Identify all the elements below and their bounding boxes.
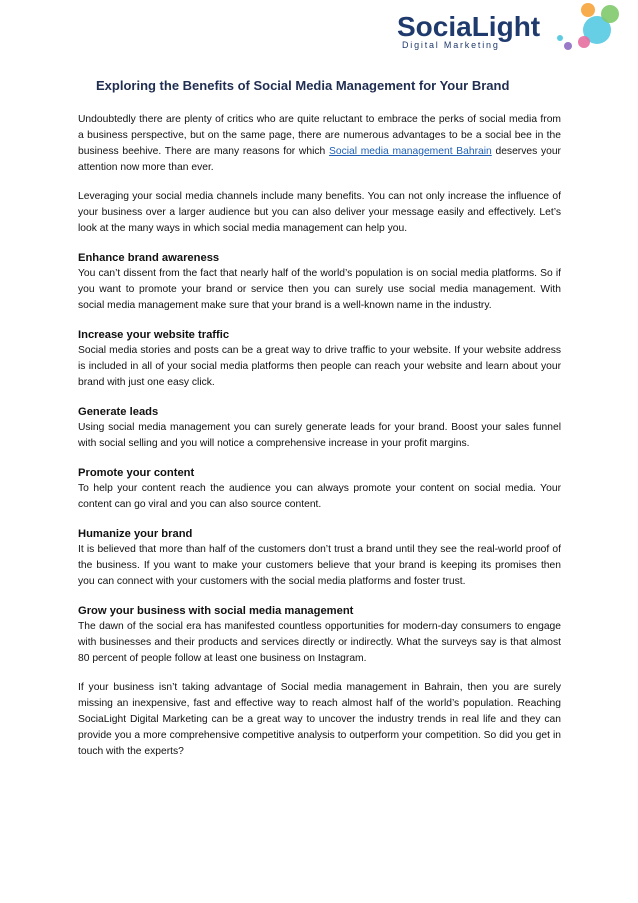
logo-bubble-green <box>601 5 619 23</box>
intro-text-before: Undoubtedly there are plenty of critics who are quite reluctant to embrace the perks of social media from a business perspective, but on the same page, there are numerous advantages to be a social bee in the business beehive. There are many reasons for which <box>78 114 561 157</box>
closing-paragraph: If your business isn’t taking advantage of Social media management in Bahrain, then you are surely missing an inexpensive, fast and effective way to reach almost half of the world’s population. Reaching SociaLight Digital Marketing can be a great way to uncover the industry trends in real life and they can provide you a more comprehensive competitive analysis to outperform your competition. So did you get in touch with the experts? <box>78 682 561 757</box>
section-heading: Increase your website traffic <box>78 329 230 341</box>
section-heading: Humanize your brand <box>78 528 193 540</box>
logo-bubble-pink <box>578 36 590 48</box>
section-heading: Promote your content <box>78 467 195 479</box>
intro-text-after: deserves your attention now more than ever. <box>78 146 561 173</box>
section-brand-awareness <box>78 250 561 314</box>
logo-bubble-orange <box>581 3 595 17</box>
social-media-management-link[interactable]: Social media management Bahrain <box>328 146 492 157</box>
document-body <box>78 78 561 773</box>
section-grow-business <box>78 603 561 667</box>
section-promote-content <box>78 465 561 513</box>
section-body: It is believed that more than half of the customers don’t trust a brand until they see the real-world proof of the business. If you want to make your customers believe that your brand is keeping its promises then you can connect with your customers with the social media platforms and foster trust. <box>78 544 561 587</box>
section-heading: Generate leads <box>78 406 159 418</box>
section-body: To help your content reach the audience you can always promote your content on social media. Your content can go viral and you can also source content. <box>78 483 561 510</box>
logo-bubble-purple <box>564 42 572 50</box>
section-heading: Grow your business with social media management <box>78 605 354 617</box>
logo-graphic <box>392 0 638 70</box>
section-heading: Enhance brand awareness <box>78 252 220 264</box>
intro-paragraph <box>78 112 561 176</box>
section-body: The dawn of the social era has manifested countless opportunities for modern-day consumers to engage with businesses and their products and services directly or indirectly. What the surveys say is that almost 80 percent of people follow at least one business on Instagram. <box>78 621 561 664</box>
section-body: Using social media management you can surely generate leads for your brand. Boost your sales funnel with social selling and you will notice a comprehensive increase in your profit margins. <box>78 422 561 449</box>
section-body: Social media stories and posts can be a great way to drive traffic to your website. If your website address is included in all of your social media platforms then people can reach your website and learn about your brand with just one easy click. <box>78 345 561 388</box>
section-humanize-brand <box>78 526 561 590</box>
page-title: Exploring the Benefits of Social Media Management for Your Brand <box>96 78 510 93</box>
brand-logo <box>392 0 638 70</box>
section-body: You can’t dissent from the fact that nearly half of the world’s population is on social media platforms. So if you want to promote your brand or service then you can surely use social media management. With social media management make sure that your brand is a well-known name in the industry. <box>78 268 561 311</box>
logo-brand-text: SociaLight <box>397 11 541 42</box>
leveraging-paragraph: Leveraging your social media channels include many benefits. You can not only increase the influence of your business over a larger audience but you can also deliver your message easily and effectively. Let’s look at the many ways in which social media management can help you. <box>78 191 561 234</box>
logo-bubble-small-cyan <box>557 35 563 41</box>
section-website-traffic <box>78 327 561 391</box>
logo-tagline-text: Digital Marketing <box>402 40 500 50</box>
section-generate-leads <box>78 404 561 452</box>
